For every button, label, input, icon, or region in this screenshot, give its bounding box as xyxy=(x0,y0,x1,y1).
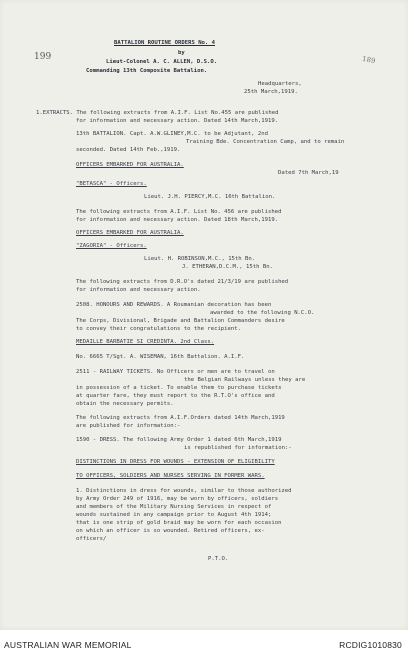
line: and members of the Military Nursing Services in respect of xyxy=(76,504,272,510)
line: 1. Distinctions in dress for wounds, similar to those authorized xyxy=(76,488,292,494)
line: at quarter fare, they must report to the R.T.O's office and xyxy=(76,393,275,399)
line: No. 6665 T/Sgt. A. WISEMAN, 16th Battalion. A.I.F. xyxy=(76,354,245,360)
line: are published for information:- xyxy=(76,423,181,429)
corner-mark: 189 xyxy=(361,54,377,66)
line: to convey their congratulations to the recipient. xyxy=(76,326,242,332)
line: The Corps, Divisional, Brigade and Battalion Commanders desire xyxy=(76,318,285,324)
line: Training Bde. Concentration Camp, and to remain xyxy=(186,139,345,145)
doc-command: Commanding 13th Composite Battalion. xyxy=(86,68,208,74)
pto-note: P.T.O. xyxy=(208,556,229,562)
line: on which an officer is so wounded. Retired officers, ex- xyxy=(76,528,265,534)
line: the Belgian Railways unless they are xyxy=(184,377,306,383)
line: 1.EXTRACTS. The following extracts from A.I.F. List No.455 are published xyxy=(36,110,279,116)
doc-officer: Lieut-Colonel A. C. ALLEN, D.S.O. xyxy=(106,59,218,65)
footer-identifier: RCDIG1010830 xyxy=(339,640,402,650)
line: Lieut. J.H. PIERCY,M.C. 16th Battalion. xyxy=(144,194,276,200)
line: The following extracts from A.I.F.Orders dated 14th March,1919 xyxy=(76,415,285,421)
line: is republished for information:- xyxy=(184,445,292,451)
line: "ZAGORIA" - Officers. xyxy=(76,243,147,249)
line: 2511 - RAILWAY TICKETS. No Officers or men are to travel on xyxy=(76,369,275,375)
line: Lieut. H. ROBINSON,M.C., 15th Bn. xyxy=(144,256,256,262)
line: Dated 7th March,19 xyxy=(278,170,339,176)
line: officers/ xyxy=(76,536,107,542)
line: J. ETHERAN,D.C.M., 15th Bn. xyxy=(182,264,273,270)
line: MEDAILLE BARBATIE SI CREDINTA. 2nd Class. xyxy=(76,339,215,345)
line: that is one strip of gold braid may be worn for each occasion xyxy=(76,520,282,526)
section-heading: OFFICERS EMBARKED FOR AUSTRALIA. xyxy=(76,162,184,168)
line: 13th BATTALION. Capt. A.W.GLINEY,M.C. to be Adjutant, 2nd xyxy=(76,131,268,137)
line: awarded to the following N.C.O. xyxy=(210,310,315,316)
section-heading: OFFICERS EMBARKED FOR AUSTRALIA. xyxy=(76,230,184,236)
line: 1590 - DRESS. The following Army Order 1 dated 6th March,1919 xyxy=(76,437,282,443)
line: for information and necessary action. Dated 14th March,1919. xyxy=(76,118,279,124)
doc-title: BATTALION ROUTINE ORDERS No. 4 xyxy=(114,40,216,46)
line: seconded. Dated 14th Feb.,1919. xyxy=(76,147,181,153)
line: wounds sustained in any campaign prior to August 4th 1914; xyxy=(76,512,272,518)
footer-institution: AUSTRALIAN WAR MEMORIAL xyxy=(4,640,132,650)
line: in possession of a ticket. To enable them to purchase tickets xyxy=(76,385,282,391)
line: The following extracts from A.I.F. List No. 456 are published xyxy=(76,209,282,215)
line: obtain the necessary permits. xyxy=(76,401,174,407)
line: The following extracts from D.R.O's dated 21/3/19 are published xyxy=(76,279,289,285)
doc-date: 25th March,1919. xyxy=(244,89,298,95)
section-heading: TO OFFICERS, SOLDIERS AND NURSES SERVING IN FORMER WARS. xyxy=(76,473,265,479)
doc-hq: Headquarters, xyxy=(258,81,302,87)
line: by Army Order 249 of 1916, may be worn by officers, soldiers xyxy=(76,496,279,502)
doc-by: by xyxy=(178,50,185,56)
page-number: 199 xyxy=(34,52,52,62)
line: "BETASCA" - Officers. xyxy=(76,181,147,187)
line: for information and necessary action. xyxy=(76,287,201,293)
line: 2508. HONOURS AND REWARDS. A Roumanian decoration has been xyxy=(76,302,272,308)
section-heading: DISTINCTIONS IN DRESS FOR WOUNDS - EXTENSION OF ELIGIBILITY xyxy=(76,459,275,465)
line: for information and necessary action. Dated 18th March,1919. xyxy=(76,217,279,223)
